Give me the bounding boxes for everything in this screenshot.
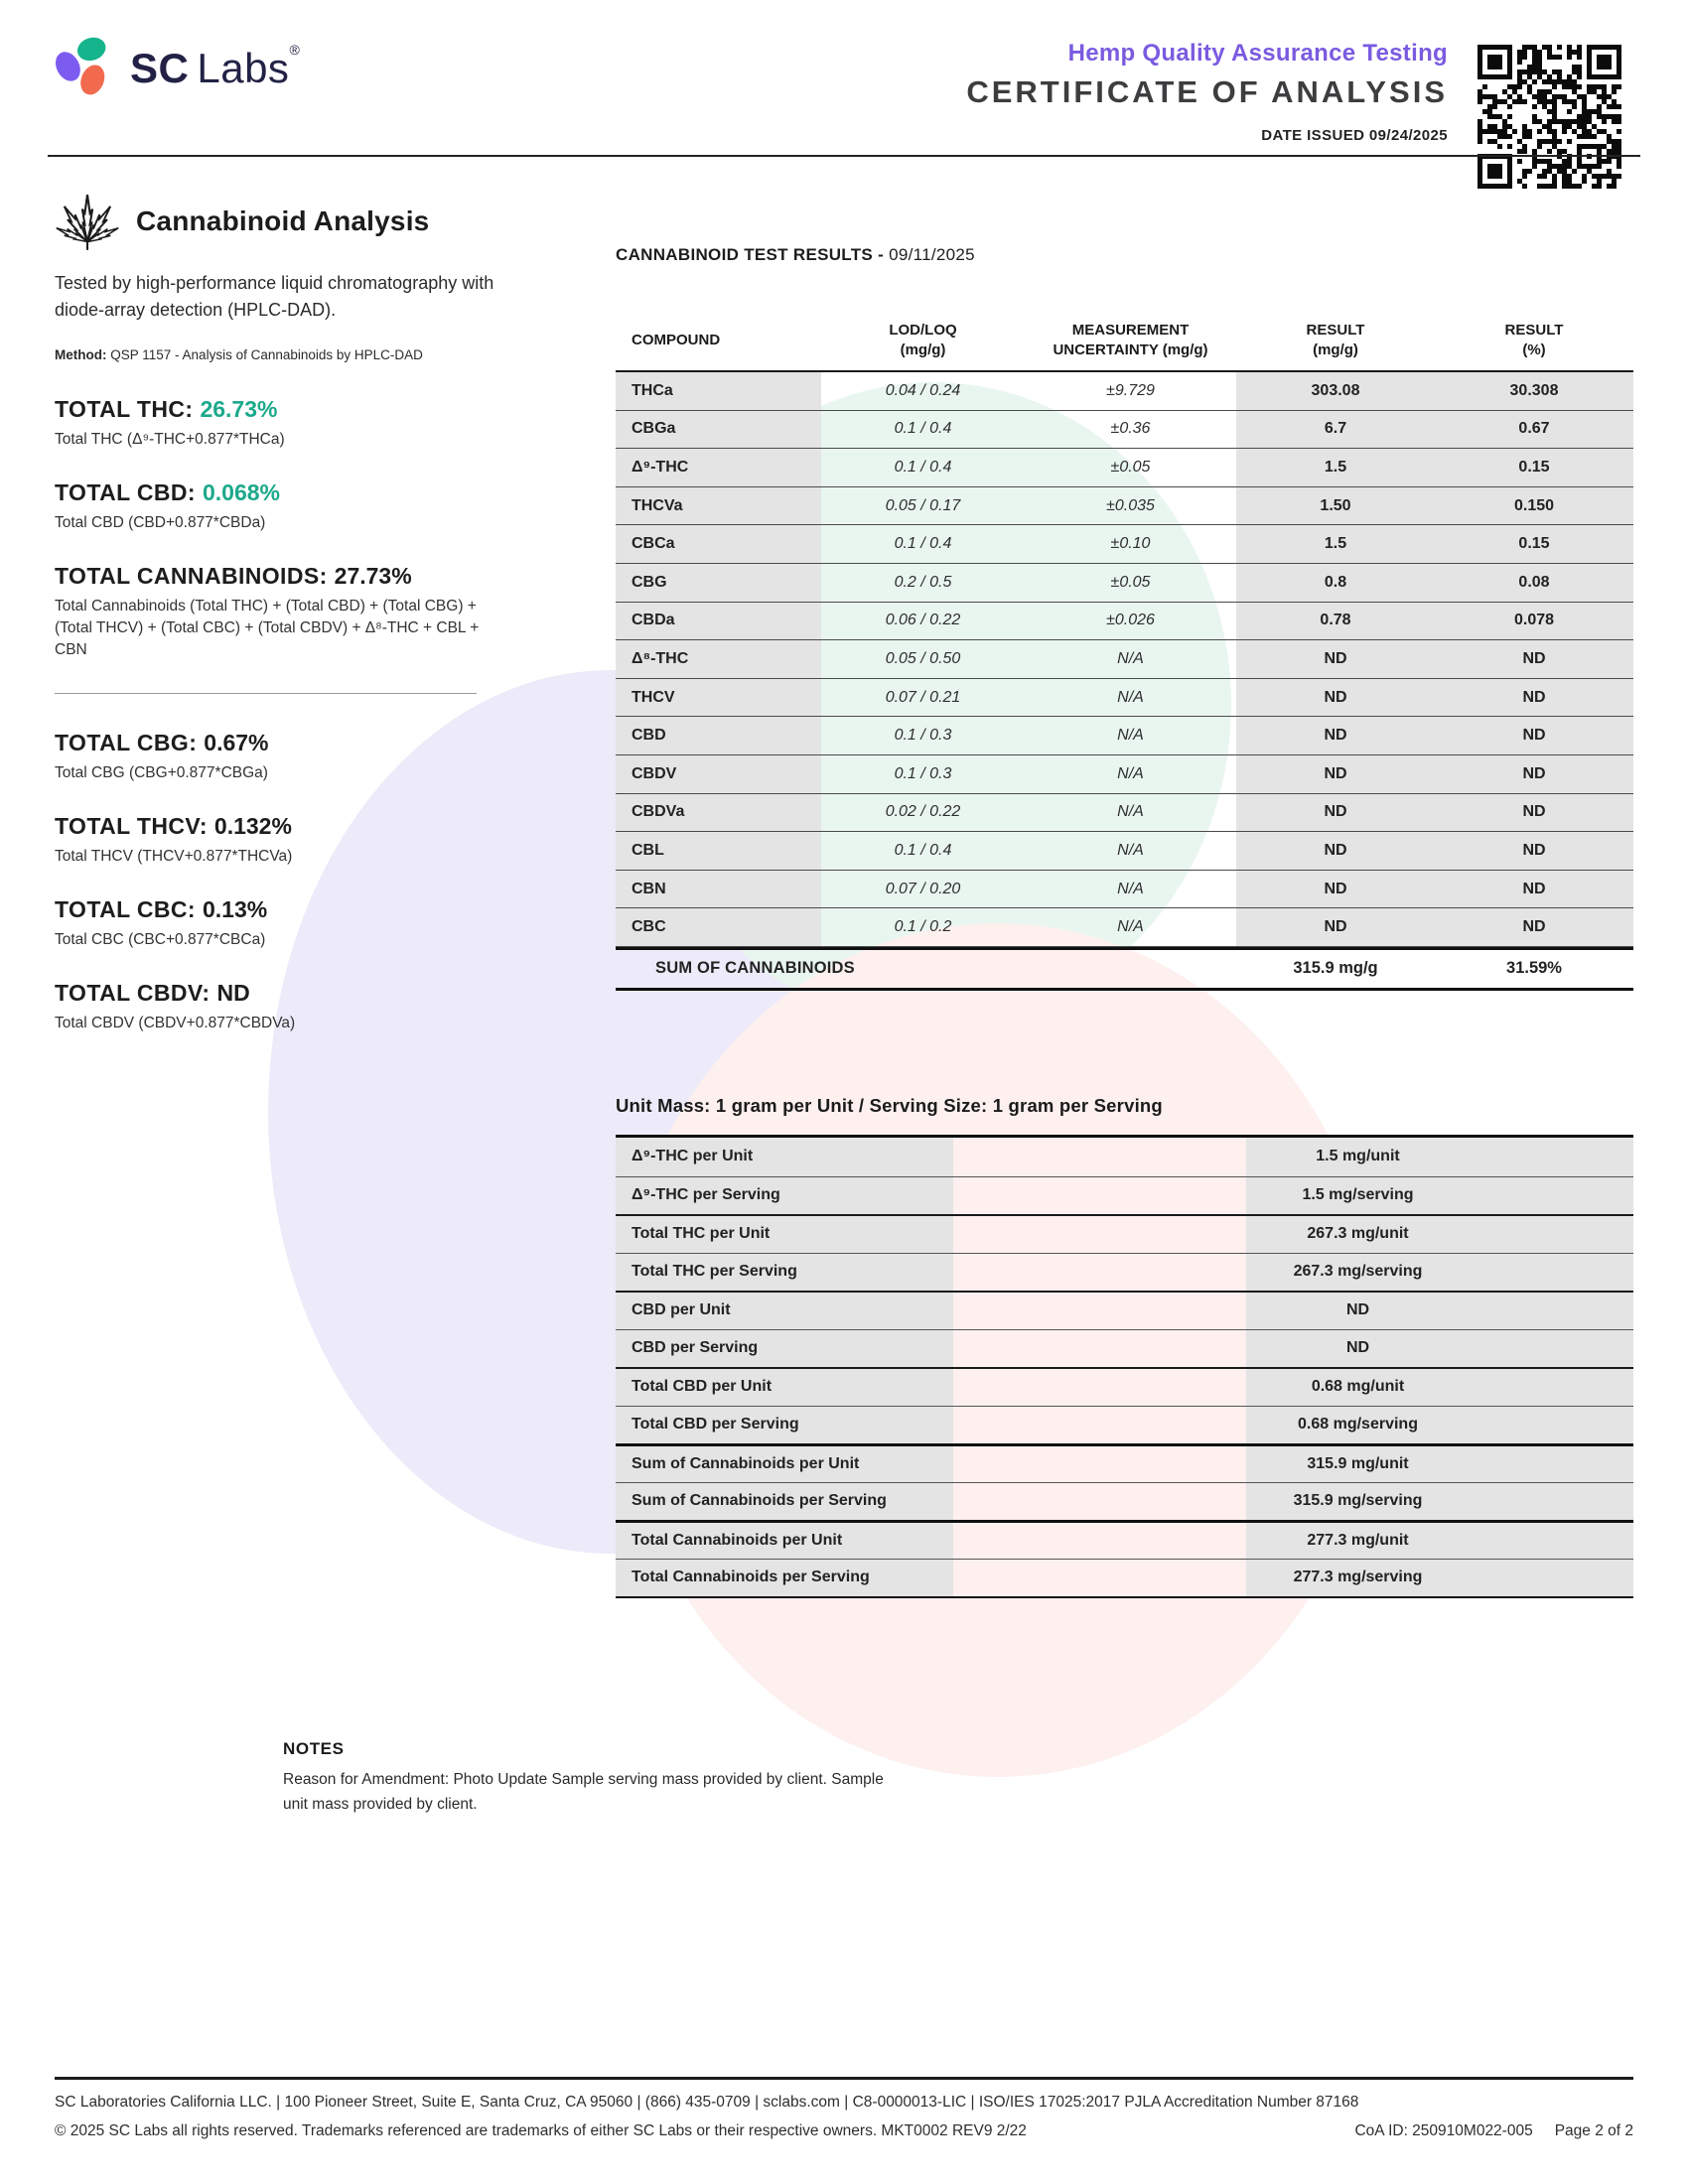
- total-value: 26.73%: [200, 396, 278, 422]
- unit-label: Δ⁹-THC per Serving: [616, 1177, 953, 1215]
- method-value: QSP 1157 - Analysis of Cannabinoids by HPLC-DAD: [110, 347, 423, 362]
- brand-sc: SC: [130, 44, 190, 91]
- total-label: TOTAL CBD:: [55, 479, 196, 505]
- cell-result-mg: ND: [1236, 832, 1435, 870]
- unit-label: Sum of Cannabinoids per Serving: [616, 1483, 953, 1521]
- header-titles: [966, 40, 1448, 144]
- total-label: TOTAL CANNABINOIDS:: [55, 563, 328, 589]
- unit-value: 315.9 mg/unit: [1246, 1446, 1633, 1482]
- total-value: 27.73%: [334, 563, 412, 589]
- hemp-leaf-icon: [55, 189, 120, 254]
- cell-uncertainty: ±0.035: [1106, 496, 1155, 514]
- cell-compound: Δ⁸-THC: [616, 640, 821, 678]
- cell-compound: THCV: [616, 679, 821, 717]
- unit-row: [616, 1482, 1633, 1521]
- table-row: [616, 525, 1633, 564]
- unit-label: Δ⁹-THC per Unit: [616, 1138, 953, 1176]
- cell-uncertainty: N/A: [1117, 841, 1144, 859]
- doc-title: CERTIFICATE OF ANALYSIS: [966, 74, 1448, 109]
- cell-result-pct: ND: [1435, 871, 1633, 908]
- cell-uncertainty: ±0.05: [1110, 458, 1151, 476]
- cell-lodloq: 0.1 / 0.3: [894, 764, 952, 782]
- total-value: 0.132%: [213, 813, 292, 839]
- cell-result-pct: 0.150: [1435, 487, 1633, 525]
- column-header-uncertainty: [1025, 321, 1236, 360]
- table-row: [616, 755, 1633, 794]
- cell-lodloq: 0.1 / 0.3: [894, 727, 952, 745]
- unit-row: [616, 1559, 1633, 1597]
- cell-lodloq: 0.06 / 0.22: [885, 612, 961, 629]
- cell-lodloq: 0.1 / 0.4: [894, 841, 952, 859]
- total-value: 0.13%: [203, 896, 268, 922]
- unit-row: [616, 1406, 1633, 1444]
- total-label: TOTAL THC:: [55, 396, 194, 422]
- cell-lodloq: 0.1 / 0.2: [894, 918, 952, 936]
- cell-compound: CBDVa: [616, 794, 821, 832]
- results-title-text: CANNABINOID TEST RESULTS -: [616, 245, 890, 264]
- table-row: [616, 487, 1633, 526]
- cell-result-mg: ND: [1236, 717, 1435, 754]
- unit-row: [616, 1253, 1633, 1292]
- total-thcv: [55, 813, 501, 868]
- program-title: Hemp Quality Assurance Testing: [1067, 40, 1448, 67]
- unit-value: 277.3 mg/serving: [1246, 1560, 1633, 1597]
- table-row: [616, 603, 1633, 641]
- column-header-lodloq: [821, 321, 1025, 360]
- cell-compound: CBGa: [616, 411, 821, 449]
- cell-uncertainty: N/A: [1117, 688, 1144, 706]
- total-cbg: [55, 730, 501, 784]
- unit-mass-table: [616, 1135, 1633, 1598]
- date-issued: DATE ISSUED 09/24/2025: [1261, 127, 1448, 144]
- cell-result-pct: ND: [1435, 679, 1633, 717]
- unit-label: Total CBD per Unit: [616, 1369, 953, 1406]
- notes-section: [283, 1739, 918, 1817]
- header-line: LOD/LOQ: [889, 322, 957, 339]
- results-section: [616, 245, 1633, 991]
- cell-result-mg: 0.8: [1236, 564, 1435, 602]
- unit-value: 267.3 mg/serving: [1246, 1254, 1633, 1292]
- unit-label: Total Cannabinoids per Unit: [616, 1523, 953, 1559]
- cell-result-mg: ND: [1236, 640, 1435, 678]
- unit-value: 277.3 mg/unit: [1246, 1523, 1633, 1559]
- table-row: [616, 564, 1633, 603]
- unit-row: [616, 1329, 1633, 1368]
- section-description: Tested by high-performance liquid chromatography with diode-array detection (HPLC-DAD).: [55, 273, 494, 320]
- cell-uncertainty: N/A: [1117, 649, 1144, 667]
- unit-row: [616, 1291, 1633, 1329]
- logo-blobs-icon: [55, 36, 116, 97]
- page-number: Page 2 of 2: [1554, 2122, 1633, 2139]
- total-cbd: [55, 479, 501, 534]
- table-row: [616, 640, 1633, 679]
- total-value: 0.67%: [204, 730, 269, 755]
- table-row: [616, 794, 1633, 833]
- unit-value: ND: [1246, 1330, 1633, 1368]
- method-label: Method:: [55, 347, 107, 362]
- header-line: UNCERTAINTY (mg/g): [1053, 341, 1208, 358]
- cell-result-pct: 0.15: [1435, 449, 1633, 486]
- total-cannabinoids: [55, 563, 501, 661]
- total-label: TOTAL THCV:: [55, 813, 208, 839]
- unit-row: [616, 1443, 1633, 1482]
- cell-result-mg: 1.5: [1236, 449, 1435, 486]
- cell-uncertainty: ±0.026: [1106, 612, 1155, 629]
- footer-line2: [55, 2122, 1633, 2140]
- results-title: [616, 245, 1633, 265]
- cell-compound: THCa: [616, 372, 821, 410]
- cell-uncertainty: N/A: [1117, 764, 1144, 782]
- total-formula: Total THC (Δ⁹-THC+0.877*THCa): [55, 431, 285, 448]
- header-line: RESULT: [1504, 322, 1564, 339]
- total-label: TOTAL CBDV:: [55, 980, 211, 1006]
- header-line: (mg/g): [1313, 341, 1358, 358]
- cell-compound: CBG: [616, 564, 821, 602]
- cell-result-mg: ND: [1236, 871, 1435, 908]
- cell-result-pct: ND: [1435, 717, 1633, 754]
- cell-compound: CBL: [616, 832, 821, 870]
- unit-value: 1.5 mg/unit: [1246, 1138, 1633, 1176]
- unit-value: 0.68 mg/unit: [1246, 1369, 1633, 1406]
- cell-result-mg: ND: [1236, 908, 1435, 946]
- cell-result-mg: ND: [1236, 755, 1435, 793]
- cell-compound: CBDV: [616, 755, 821, 793]
- cell-lodloq: 0.07 / 0.21: [885, 688, 961, 706]
- cell-lodloq: 0.1 / 0.4: [894, 420, 952, 438]
- cell-result-pct: ND: [1435, 832, 1633, 870]
- qr-code: [1477, 45, 1621, 189]
- cell-lodloq: 0.1 / 0.4: [894, 458, 952, 476]
- notes-title: NOTES: [283, 1739, 345, 1758]
- cell-lodloq: 0.2 / 0.5: [894, 573, 952, 591]
- section-header: [55, 189, 501, 254]
- method-line: [55, 347, 501, 362]
- unit-value: ND: [1246, 1293, 1633, 1329]
- notes-body: Reason for Amendment: Photo Update Sample serving mass provided by client. Sample unit mass provided by client.: [283, 1771, 884, 1813]
- unit-label: Total Cannabinoids per Serving: [616, 1560, 953, 1597]
- cell-result-pct: 0.67: [1435, 411, 1633, 449]
- unit-row: [616, 1138, 1633, 1176]
- total-formula: Total THCV (THCV+0.877*THCVa): [55, 848, 293, 865]
- coa-id: CoA ID: 250910M022-005: [1354, 2122, 1533, 2139]
- unit-row: [616, 1214, 1633, 1253]
- brand-labs: Labs: [197, 44, 290, 91]
- cell-compound: CBC: [616, 908, 821, 946]
- cell-uncertainty: ±0.36: [1110, 420, 1151, 438]
- cell-result-pct: ND: [1435, 640, 1633, 678]
- table-row: [616, 832, 1633, 871]
- cell-compound: CBCa: [616, 525, 821, 563]
- total-value: ND: [216, 980, 250, 1006]
- total-formula: Total Cannabinoids (Total THC) + (Total CBD) + (Total CBG) + (Total THCV) + (Total CBC) + (Total CBDV) + Δ⁸-THC + CBL + CBN: [55, 598, 480, 658]
- column-header-result-mg: [1236, 321, 1435, 360]
- total-thc: [55, 396, 501, 451]
- cell-result-mg: 1.50: [1236, 487, 1435, 525]
- cell-compound: CBN: [616, 871, 821, 908]
- cell-result-pct: 0.08: [1435, 564, 1633, 602]
- cell-lodloq: 0.1 / 0.4: [894, 535, 952, 553]
- cell-result-pct: 0.078: [1435, 603, 1633, 640]
- cell-result-mg: 0.78: [1236, 603, 1435, 640]
- cell-result-mg: ND: [1236, 794, 1435, 832]
- unit-value: 267.3 mg/unit: [1246, 1216, 1633, 1253]
- total-cbc: [55, 896, 501, 951]
- results-table-header: [616, 321, 1633, 372]
- total-formula: Total CBDV (CBDV+0.877*CBDVa): [55, 1015, 296, 1031]
- total-formula: Total CBD (CBD+0.877*CBDa): [55, 514, 266, 531]
- footer-copyright: © 2025 SC Labs all rights reserved. Trademarks referenced are trademarks of either SC Labs or their respective owners. MKT0002 REV9 2/22: [55, 2122, 1027, 2139]
- cell-uncertainty: ±0.10: [1110, 535, 1151, 553]
- unit-value: 1.5 mg/serving: [1246, 1177, 1633, 1215]
- cell-result-mg: 303.08: [1236, 372, 1435, 410]
- header-line: (%): [1522, 341, 1546, 358]
- footer: [55, 2094, 1633, 2140]
- unit-value: 0.68 mg/serving: [1246, 1407, 1633, 1444]
- total-cbdv: [55, 980, 501, 1034]
- totals-list: [55, 396, 501, 1034]
- sum-label: SUM OF CANNABINOIDS: [655, 959, 855, 978]
- sum-mg: 315.9 mg/g: [1293, 959, 1378, 978]
- unit-row: [616, 1367, 1633, 1406]
- table-row: [616, 372, 1633, 411]
- cell-uncertainty: ±9.729: [1106, 381, 1155, 399]
- cell-lodloq: 0.02 / 0.22: [885, 803, 961, 821]
- unit-label: Sum of Cannabinoids per Unit: [616, 1446, 953, 1482]
- sum-pct: 31.59%: [1506, 959, 1562, 978]
- cell-result-pct: ND: [1435, 908, 1633, 946]
- sum-row: [616, 947, 1633, 991]
- table-row: [616, 411, 1633, 450]
- header-line: MEASUREMENT: [1071, 322, 1190, 339]
- cell-uncertainty: N/A: [1117, 803, 1144, 821]
- section-title: Cannabinoid Analysis: [136, 205, 430, 236]
- table-row: [616, 908, 1633, 947]
- unit-label: Total THC per Unit: [616, 1216, 953, 1253]
- footer-divider: [55, 2077, 1633, 2080]
- unit-label: Total THC per Serving: [616, 1254, 953, 1292]
- cell-result-mg: 1.5: [1236, 525, 1435, 563]
- cell-uncertainty: N/A: [1117, 727, 1144, 745]
- cell-lodloq: 0.05 / 0.50: [885, 649, 961, 667]
- brand-logo: [55, 36, 300, 97]
- cell-lodloq: 0.04 / 0.24: [885, 381, 961, 399]
- cell-uncertainty: N/A: [1117, 880, 1144, 897]
- cell-result-pct: ND: [1435, 794, 1633, 832]
- cell-result-mg: 6.7: [1236, 411, 1435, 449]
- header-divider: [48, 155, 1640, 157]
- column-header-result-pct: [1435, 321, 1633, 360]
- cannabinoid-analysis-section: [55, 189, 501, 1063]
- table-row: [616, 871, 1633, 909]
- table-row: [616, 717, 1633, 755]
- cell-lodloq: 0.07 / 0.20: [885, 880, 961, 897]
- unit-label: CBD per Unit: [616, 1293, 953, 1329]
- unit-label: CBD per Serving: [616, 1330, 953, 1368]
- cell-compound: CBDa: [616, 603, 821, 640]
- total-formula: Total CBC (CBC+0.877*CBCa): [55, 931, 266, 948]
- column-header-compound: COMPOUND: [632, 332, 721, 348]
- brand-wordmark: [130, 42, 300, 92]
- unit-label: Total CBD per Serving: [616, 1407, 953, 1444]
- total-value: 0.068%: [203, 479, 281, 505]
- cell-result-pct: ND: [1435, 755, 1633, 793]
- cell-compound: Δ⁹-THC: [616, 449, 821, 486]
- cell-compound: CBD: [616, 717, 821, 754]
- header-line: RESULT: [1306, 322, 1365, 339]
- total-label: TOTAL CBG:: [55, 730, 198, 755]
- cell-uncertainty: ±0.05: [1110, 573, 1151, 591]
- cell-result-pct: 30.308: [1435, 372, 1633, 410]
- footer-line1: SC Laboratories California LLC. | 100 Pioneer Street, Suite E, Santa Cruz, CA 95060 | (866) 435-0709 | sclabs.com | C8-0000013-LIC | ISO/IES 17025:2017 PJLA Accreditation Number 87168: [55, 2094, 1359, 2111]
- cell-compound: THCVa: [616, 487, 821, 525]
- registered-mark: ®: [289, 41, 301, 58]
- cell-uncertainty: N/A: [1117, 918, 1144, 936]
- table-row: [616, 449, 1633, 487]
- unit-row: [616, 1176, 1633, 1215]
- unit-mass-heading: Unit Mass: 1 gram per Unit / Serving Size: 1 gram per Serving: [616, 1095, 1163, 1116]
- cell-lodloq: 0.05 / 0.17: [885, 496, 961, 514]
- header-line: (mg/g): [900, 341, 946, 358]
- total-formula: Total CBG (CBG+0.877*CBGa): [55, 764, 268, 781]
- unit-row: [616, 1520, 1633, 1559]
- unit-value: 315.9 mg/serving: [1246, 1483, 1633, 1521]
- cell-result-mg: ND: [1236, 679, 1435, 717]
- total-label: TOTAL CBC:: [55, 896, 196, 922]
- unit-mass-section: [616, 1095, 1633, 1598]
- results-date: 09/11/2025: [889, 245, 975, 264]
- table-row: [616, 679, 1633, 718]
- totals-divider: [55, 693, 477, 694]
- cell-result-pct: 0.15: [1435, 525, 1633, 563]
